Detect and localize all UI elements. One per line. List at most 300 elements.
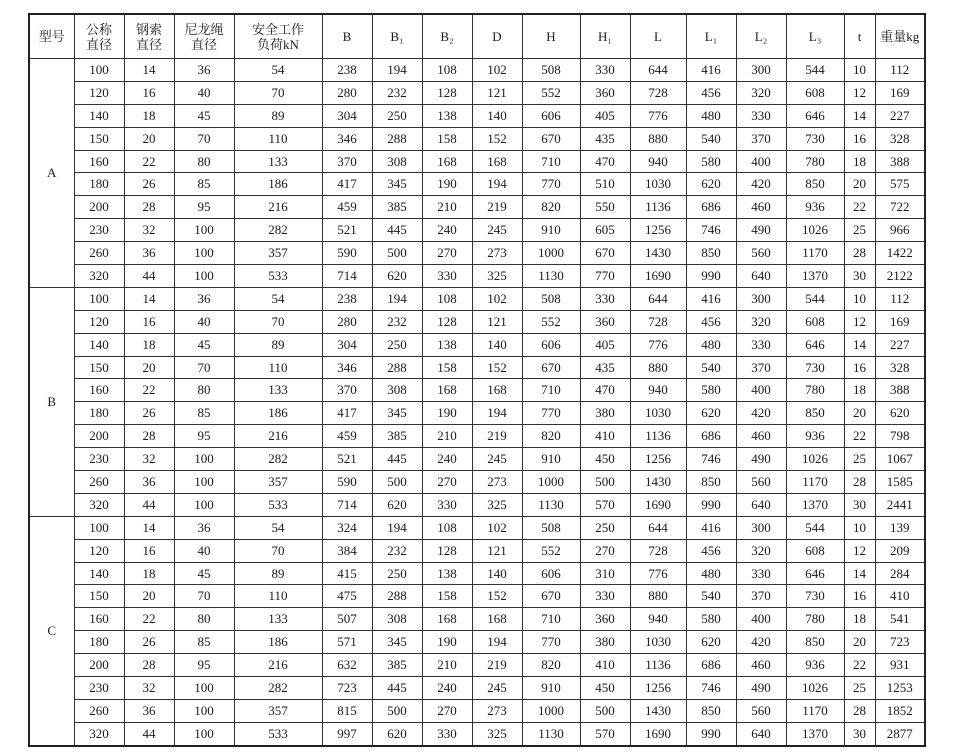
table-cell: 152 (472, 585, 522, 608)
table-row (29, 127, 925, 150)
table-cell: 100 (74, 516, 124, 539)
table-cell: 500 (372, 699, 422, 722)
table-cell: 26 (124, 631, 174, 654)
table-cell: 360 (580, 608, 630, 631)
table-cell: 325 (472, 722, 522, 745)
table-cell: 640 (736, 722, 786, 745)
table-cell: 12 (844, 310, 875, 333)
table-cell: 370 (322, 379, 372, 402)
table-cell: 186 (234, 402, 322, 425)
table-cell: 815 (322, 699, 372, 722)
table-cell: 1136 (630, 425, 686, 448)
table-cell: 110 (234, 127, 322, 150)
table-cell: 415 (322, 562, 372, 585)
table-cell: 385 (372, 654, 422, 677)
table-cell: 540 (686, 127, 736, 150)
table-cell: 186 (234, 631, 322, 654)
table-cell: 770 (522, 402, 580, 425)
table-cell: 240 (422, 677, 472, 700)
table-cell: 850 (786, 173, 844, 196)
table-cell: 776 (630, 562, 686, 585)
table-cell: 936 (786, 196, 844, 219)
table-cell: 997 (322, 722, 372, 745)
table-cell: 880 (630, 356, 686, 379)
table-row (29, 379, 925, 402)
table-cell: 288 (372, 585, 422, 608)
column-header (686, 14, 736, 59)
table-cell: 456 (686, 310, 736, 333)
table-cell: 1170 (786, 242, 844, 265)
table-cell: 1026 (786, 219, 844, 242)
column-header-line2: 负荷kN (257, 36, 299, 52)
table-row (29, 150, 925, 173)
table-cell: 54 (234, 516, 322, 539)
table-cell: 219 (472, 425, 522, 448)
table-cell: 540 (686, 585, 736, 608)
table-cell: 40 (174, 310, 234, 333)
table-cell: 140 (472, 104, 522, 127)
table-cell: 14 (844, 104, 875, 127)
table-cell: 25 (844, 677, 875, 700)
table-cell: 646 (786, 333, 844, 356)
column-header (786, 14, 844, 59)
table-cell: 100 (174, 471, 234, 494)
table-cell: 140 (74, 333, 124, 356)
table-cell: 120 (74, 81, 124, 104)
table-cell: 14 (124, 287, 174, 310)
table-cell: 370 (736, 356, 786, 379)
table-cell: 385 (372, 425, 422, 448)
table-cell: 620 (875, 402, 925, 425)
table-cell: 640 (736, 265, 786, 288)
table-row (29, 333, 925, 356)
table-cell: 410 (580, 425, 630, 448)
table-cell: 121 (472, 539, 522, 562)
column-header-line1: 尼龙绳 (184, 21, 224, 37)
table-cell: 280 (322, 310, 372, 333)
table-cell: 590 (322, 471, 372, 494)
table-cell: 620 (372, 493, 422, 516)
table-row (29, 425, 925, 448)
column-header-line1: 型号 (38, 29, 65, 44)
table-cell: 1430 (630, 471, 686, 494)
column-header (522, 14, 580, 59)
table-cell: 36 (174, 516, 234, 539)
table-cell: 240 (422, 219, 472, 242)
table-row (29, 631, 925, 654)
table-cell: 260 (74, 471, 124, 494)
table-cell: 508 (522, 59, 580, 82)
table-cell: 490 (736, 219, 786, 242)
table-cell: 14 (124, 59, 174, 82)
table-cell: 200 (74, 425, 124, 448)
column-header-line1: L₁ (704, 29, 718, 44)
table-cell: 36 (124, 699, 174, 722)
table-cell: 770 (580, 265, 630, 288)
column-header (736, 14, 786, 59)
table-cell: 102 (472, 59, 522, 82)
table-cell: 880 (630, 585, 686, 608)
table-row (29, 81, 925, 104)
table-cell: 728 (630, 81, 686, 104)
table-cell: 670 (522, 585, 580, 608)
table-cell: 304 (322, 333, 372, 356)
table-cell: 723 (875, 631, 925, 654)
table-cell: 456 (686, 539, 736, 562)
table-cell: 560 (736, 699, 786, 722)
table-cell: 420 (736, 173, 786, 196)
table-cell: 710 (522, 150, 580, 173)
table-cell: 1430 (630, 699, 686, 722)
table-cell: 380 (580, 631, 630, 654)
table-cell: 32 (124, 219, 174, 242)
table-row (29, 242, 925, 265)
table-cell: 346 (322, 127, 372, 150)
table-cell: 300 (736, 287, 786, 310)
table-cell: 820 (522, 196, 580, 219)
table-cell: 420 (736, 402, 786, 425)
table-cell: 966 (875, 219, 925, 242)
table-cell: 533 (234, 493, 322, 516)
table-cell: 1422 (875, 242, 925, 265)
table-cell: 160 (74, 150, 124, 173)
table-cell: 18 (844, 379, 875, 402)
table-cell: 28 (124, 196, 174, 219)
table-cell: 910 (522, 219, 580, 242)
table-cell: 40 (174, 539, 234, 562)
table-cell: 310 (580, 562, 630, 585)
table-cell: 30 (844, 265, 875, 288)
table-cell: 746 (686, 677, 736, 700)
table-row (29, 265, 925, 288)
table-cell: 320 (74, 493, 124, 516)
table-cell: 95 (174, 425, 234, 448)
table-cell: 230 (74, 448, 124, 471)
table-cell: 227 (875, 333, 925, 356)
table-cell: 620 (372, 265, 422, 288)
table-row (29, 219, 925, 242)
table-cell: 459 (322, 425, 372, 448)
table-cell: 475 (322, 585, 372, 608)
table-cell: 89 (234, 333, 322, 356)
table-cell: 304 (322, 104, 372, 127)
table-cell: 200 (74, 196, 124, 219)
table-cell: 36 (174, 59, 234, 82)
table-cell: 10 (844, 516, 875, 539)
table-cell: 940 (630, 150, 686, 173)
table-cell: 820 (522, 425, 580, 448)
table-cell: 552 (522, 310, 580, 333)
table-cell: 20 (844, 631, 875, 654)
table-cell: 216 (234, 425, 322, 448)
table-cell: 410 (875, 585, 925, 608)
table-cell: 608 (786, 310, 844, 333)
table-cell: 459 (322, 196, 372, 219)
table-row (29, 448, 925, 471)
table-cell: 240 (422, 448, 472, 471)
table-cell: 16 (844, 356, 875, 379)
table-cell: 405 (580, 333, 630, 356)
table-cell: 54 (234, 59, 322, 82)
table-cell: 121 (472, 81, 522, 104)
table-cell: 850 (786, 631, 844, 654)
table-cell: 158 (422, 127, 472, 150)
table-cell: 346 (322, 356, 372, 379)
table-cell: 216 (234, 196, 322, 219)
table-cell: 190 (422, 631, 472, 654)
table-cell: 450 (580, 448, 630, 471)
table-cell: 670 (580, 242, 630, 265)
column-header-line2: 直径 (190, 36, 217, 52)
table-cell: 770 (522, 631, 580, 654)
column-header-line2: 直径 (85, 36, 112, 52)
table-cell: 420 (736, 631, 786, 654)
table-row (29, 196, 925, 219)
table-cell: 320 (736, 539, 786, 562)
table-cell: 85 (174, 173, 234, 196)
table-cell: 330 (736, 333, 786, 356)
table-cell: 133 (234, 150, 322, 173)
column-header (74, 14, 124, 59)
table-cell: 18 (844, 608, 875, 631)
table-cell: 644 (630, 59, 686, 82)
table-cell: 330 (422, 722, 472, 745)
table-cell: 70 (234, 539, 322, 562)
table-cell: 686 (686, 654, 736, 677)
table-cell: 417 (322, 173, 372, 196)
table-cell: 227 (875, 104, 925, 127)
table-cell: 16 (124, 539, 174, 562)
table-cell: 606 (522, 562, 580, 585)
table-cell: 121 (472, 310, 522, 333)
table-cell: 746 (686, 448, 736, 471)
table-cell: 1136 (630, 196, 686, 219)
table-cell: 320 (736, 310, 786, 333)
table-cell: 219 (472, 654, 522, 677)
table-cell: 330 (736, 562, 786, 585)
table-cell: 284 (875, 562, 925, 585)
table-cell: 388 (875, 379, 925, 402)
table-cell: 100 (174, 242, 234, 265)
table-cell: 260 (74, 242, 124, 265)
table-cell: 128 (422, 81, 472, 104)
table-cell: 328 (875, 356, 925, 379)
table-cell: 169 (875, 310, 925, 333)
table-cell: 1030 (630, 173, 686, 196)
table-cell: 508 (522, 287, 580, 310)
table-cell: 325 (472, 493, 522, 516)
table-cell: 180 (74, 631, 124, 654)
table-cell: 32 (124, 677, 174, 700)
table-cell: 320 (74, 265, 124, 288)
table-cell: 1690 (630, 493, 686, 516)
table-cell: 1370 (786, 493, 844, 516)
table-cell: 80 (174, 150, 234, 173)
table-cell: 168 (472, 608, 522, 631)
table-cell: 110 (234, 356, 322, 379)
table-cell: 1030 (630, 631, 686, 654)
table-cell: 644 (630, 516, 686, 539)
table-cell: 160 (74, 608, 124, 631)
table-cell: 139 (875, 516, 925, 539)
table-cell: 308 (372, 150, 422, 173)
table-cell: 70 (234, 81, 322, 104)
spec-table (28, 13, 926, 747)
table-cell: 330 (736, 104, 786, 127)
table-cell: 360 (580, 81, 630, 104)
table-cell: 580 (686, 608, 736, 631)
table-cell: 1852 (875, 699, 925, 722)
table-cell: 85 (174, 631, 234, 654)
column-header-line1: L₃ (808, 29, 822, 44)
column-header (630, 14, 686, 59)
table-row (29, 722, 925, 745)
table-cell: 282 (234, 219, 322, 242)
table-cell: 200 (74, 654, 124, 677)
table-cell: 22 (844, 196, 875, 219)
table-cell: 605 (580, 219, 630, 242)
table-cell: 710 (522, 379, 580, 402)
table-cell: 510 (580, 173, 630, 196)
table-cell: 620 (372, 722, 422, 745)
table-cell: 931 (875, 654, 925, 677)
table-row (29, 608, 925, 631)
table-cell: 722 (875, 196, 925, 219)
table-cell: 250 (372, 333, 422, 356)
table-cell: 1370 (786, 722, 844, 745)
table-cell: 260 (74, 699, 124, 722)
table-cell: 1030 (630, 402, 686, 425)
table-cell: 646 (786, 104, 844, 127)
table-cell: 940 (630, 379, 686, 402)
table-cell: 140 (74, 562, 124, 585)
table-cell: 345 (372, 173, 422, 196)
table-cell: 330 (580, 287, 630, 310)
table-cell: 850 (686, 471, 736, 494)
table-cell: 990 (686, 493, 736, 516)
table-cell: 10 (844, 287, 875, 310)
column-header-line1: D (492, 29, 502, 44)
column-header-line1: 重量kg (880, 29, 920, 44)
table-cell: 128 (422, 539, 472, 562)
table-cell: 850 (686, 242, 736, 265)
table-cell: 480 (686, 333, 736, 356)
column-header (322, 14, 372, 59)
table-cell: 850 (786, 402, 844, 425)
table-cell: 940 (630, 608, 686, 631)
table-cell: 620 (686, 173, 736, 196)
type-cell: C (29, 516, 74, 745)
table-row (29, 516, 925, 539)
table-cell: 328 (875, 127, 925, 150)
table-cell: 108 (422, 59, 472, 82)
table-cell: 120 (74, 539, 124, 562)
table-cell: 168 (422, 150, 472, 173)
table-cell: 190 (422, 402, 472, 425)
table-cell: 100 (174, 219, 234, 242)
table-cell: 25 (844, 219, 875, 242)
table-cell: 245 (472, 219, 522, 242)
table-cell: 100 (74, 287, 124, 310)
table-cell: 245 (472, 677, 522, 700)
table-cell: 168 (472, 150, 522, 173)
table-cell: 500 (580, 699, 630, 722)
table-cell: 194 (372, 59, 422, 82)
table-cell: 370 (322, 150, 372, 173)
table-cell: 850 (686, 699, 736, 722)
table-cell: 150 (74, 356, 124, 379)
table-cell: 250 (580, 516, 630, 539)
table-row (29, 310, 925, 333)
column-header-line1: H (546, 29, 556, 44)
table-cell: 646 (786, 562, 844, 585)
table-cell: 550 (580, 196, 630, 219)
table-cell: 210 (422, 654, 472, 677)
table-cell: 445 (372, 677, 422, 700)
table-cell: 16 (124, 81, 174, 104)
table-cell: 152 (472, 127, 522, 150)
table-cell: 194 (372, 516, 422, 539)
column-header (29, 14, 74, 59)
table-cell: 28 (124, 425, 174, 448)
table-cell: 89 (234, 104, 322, 127)
table-cell: 460 (736, 196, 786, 219)
table-cell: 282 (234, 677, 322, 700)
table-cell: 108 (422, 287, 472, 310)
table-cell: 370 (736, 585, 786, 608)
type-cell: A (29, 59, 74, 288)
table-cell: 100 (174, 265, 234, 288)
table-cell: 2877 (875, 722, 925, 745)
table-cell: 405 (580, 104, 630, 127)
table-cell: 533 (234, 265, 322, 288)
table-cell: 120 (74, 310, 124, 333)
table-cell: 140 (472, 333, 522, 356)
table-cell: 533 (234, 722, 322, 745)
table-cell: 936 (786, 654, 844, 677)
table-cell: 209 (875, 539, 925, 562)
column-header (472, 14, 522, 59)
table-row (29, 59, 925, 82)
table-row (29, 699, 925, 722)
table-cell: 232 (372, 81, 422, 104)
table-cell: 110 (234, 585, 322, 608)
table-cell: 230 (74, 677, 124, 700)
table-cell: 100 (174, 493, 234, 516)
table-cell: 728 (630, 539, 686, 562)
table-cell: 1585 (875, 471, 925, 494)
table-cell: 1130 (522, 265, 580, 288)
table-cell: 330 (580, 585, 630, 608)
table-cell: 620 (686, 402, 736, 425)
table-cell: 22 (124, 608, 174, 631)
table-cell: 10 (844, 59, 875, 82)
column-header-line1: t (857, 29, 862, 44)
table-cell: 273 (472, 242, 522, 265)
table-cell: 168 (422, 608, 472, 631)
table-cell: 470 (580, 379, 630, 402)
table-cell: 12 (844, 81, 875, 104)
table-cell: 169 (875, 81, 925, 104)
table-body (29, 59, 925, 746)
table-cell: 89 (234, 562, 322, 585)
table-cell: 80 (174, 608, 234, 631)
table-cell: 18 (124, 104, 174, 127)
table-cell: 670 (522, 356, 580, 379)
table-cell: 270 (422, 242, 472, 265)
table-row (29, 677, 925, 700)
table-cell: 330 (422, 265, 472, 288)
